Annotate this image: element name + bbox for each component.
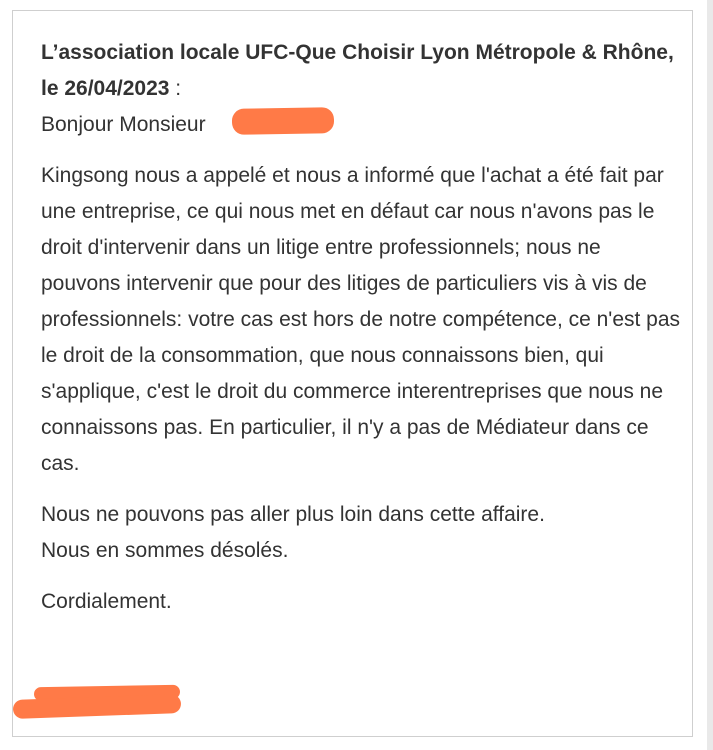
paragraph-conclusion [41, 497, 681, 569]
message-card [12, 10, 693, 737]
message-header-text: L’association locale UFC-Que Choisir Lyon Métropole & Rhône, le 26/04/2023 [41, 41, 674, 100]
message-header [41, 35, 681, 107]
message-body [41, 35, 681, 620]
closing: Cordialement. [41, 590, 172, 613]
paragraph-conclusion-line2: Nous en sommes désolés. [41, 539, 289, 562]
paragraph-conclusion-line1: Nous ne pouvons pas aller plus loin dans cette affaire. [41, 503, 545, 526]
scrollbar-track [707, 0, 713, 750]
greeting: Bonjour Monsieur [41, 113, 206, 136]
message-header-colon: : [169, 77, 182, 100]
redacted-name-mark [232, 107, 334, 135]
paragraph-explanation: Kingsong nous a appelé et nous a informé que l'achat a été fait par une entreprise, ce qui nous met en défaut car nous n'avons pas le droit d'intervenir dans un litige entre professionnels; nous ne pouvons intervenir que pour des litiges de particuliers vis à vis de professionnels: votre cas est hors de notre compétence, ce n'est pas le droit de la consommation, que nous connaissons bien, qui s'applique, c'est le droit du commerce interentreprises que nous ne connaissons pas. En particulier, il n'y a pas de Médiateur dans ce cas. [41, 164, 681, 475]
